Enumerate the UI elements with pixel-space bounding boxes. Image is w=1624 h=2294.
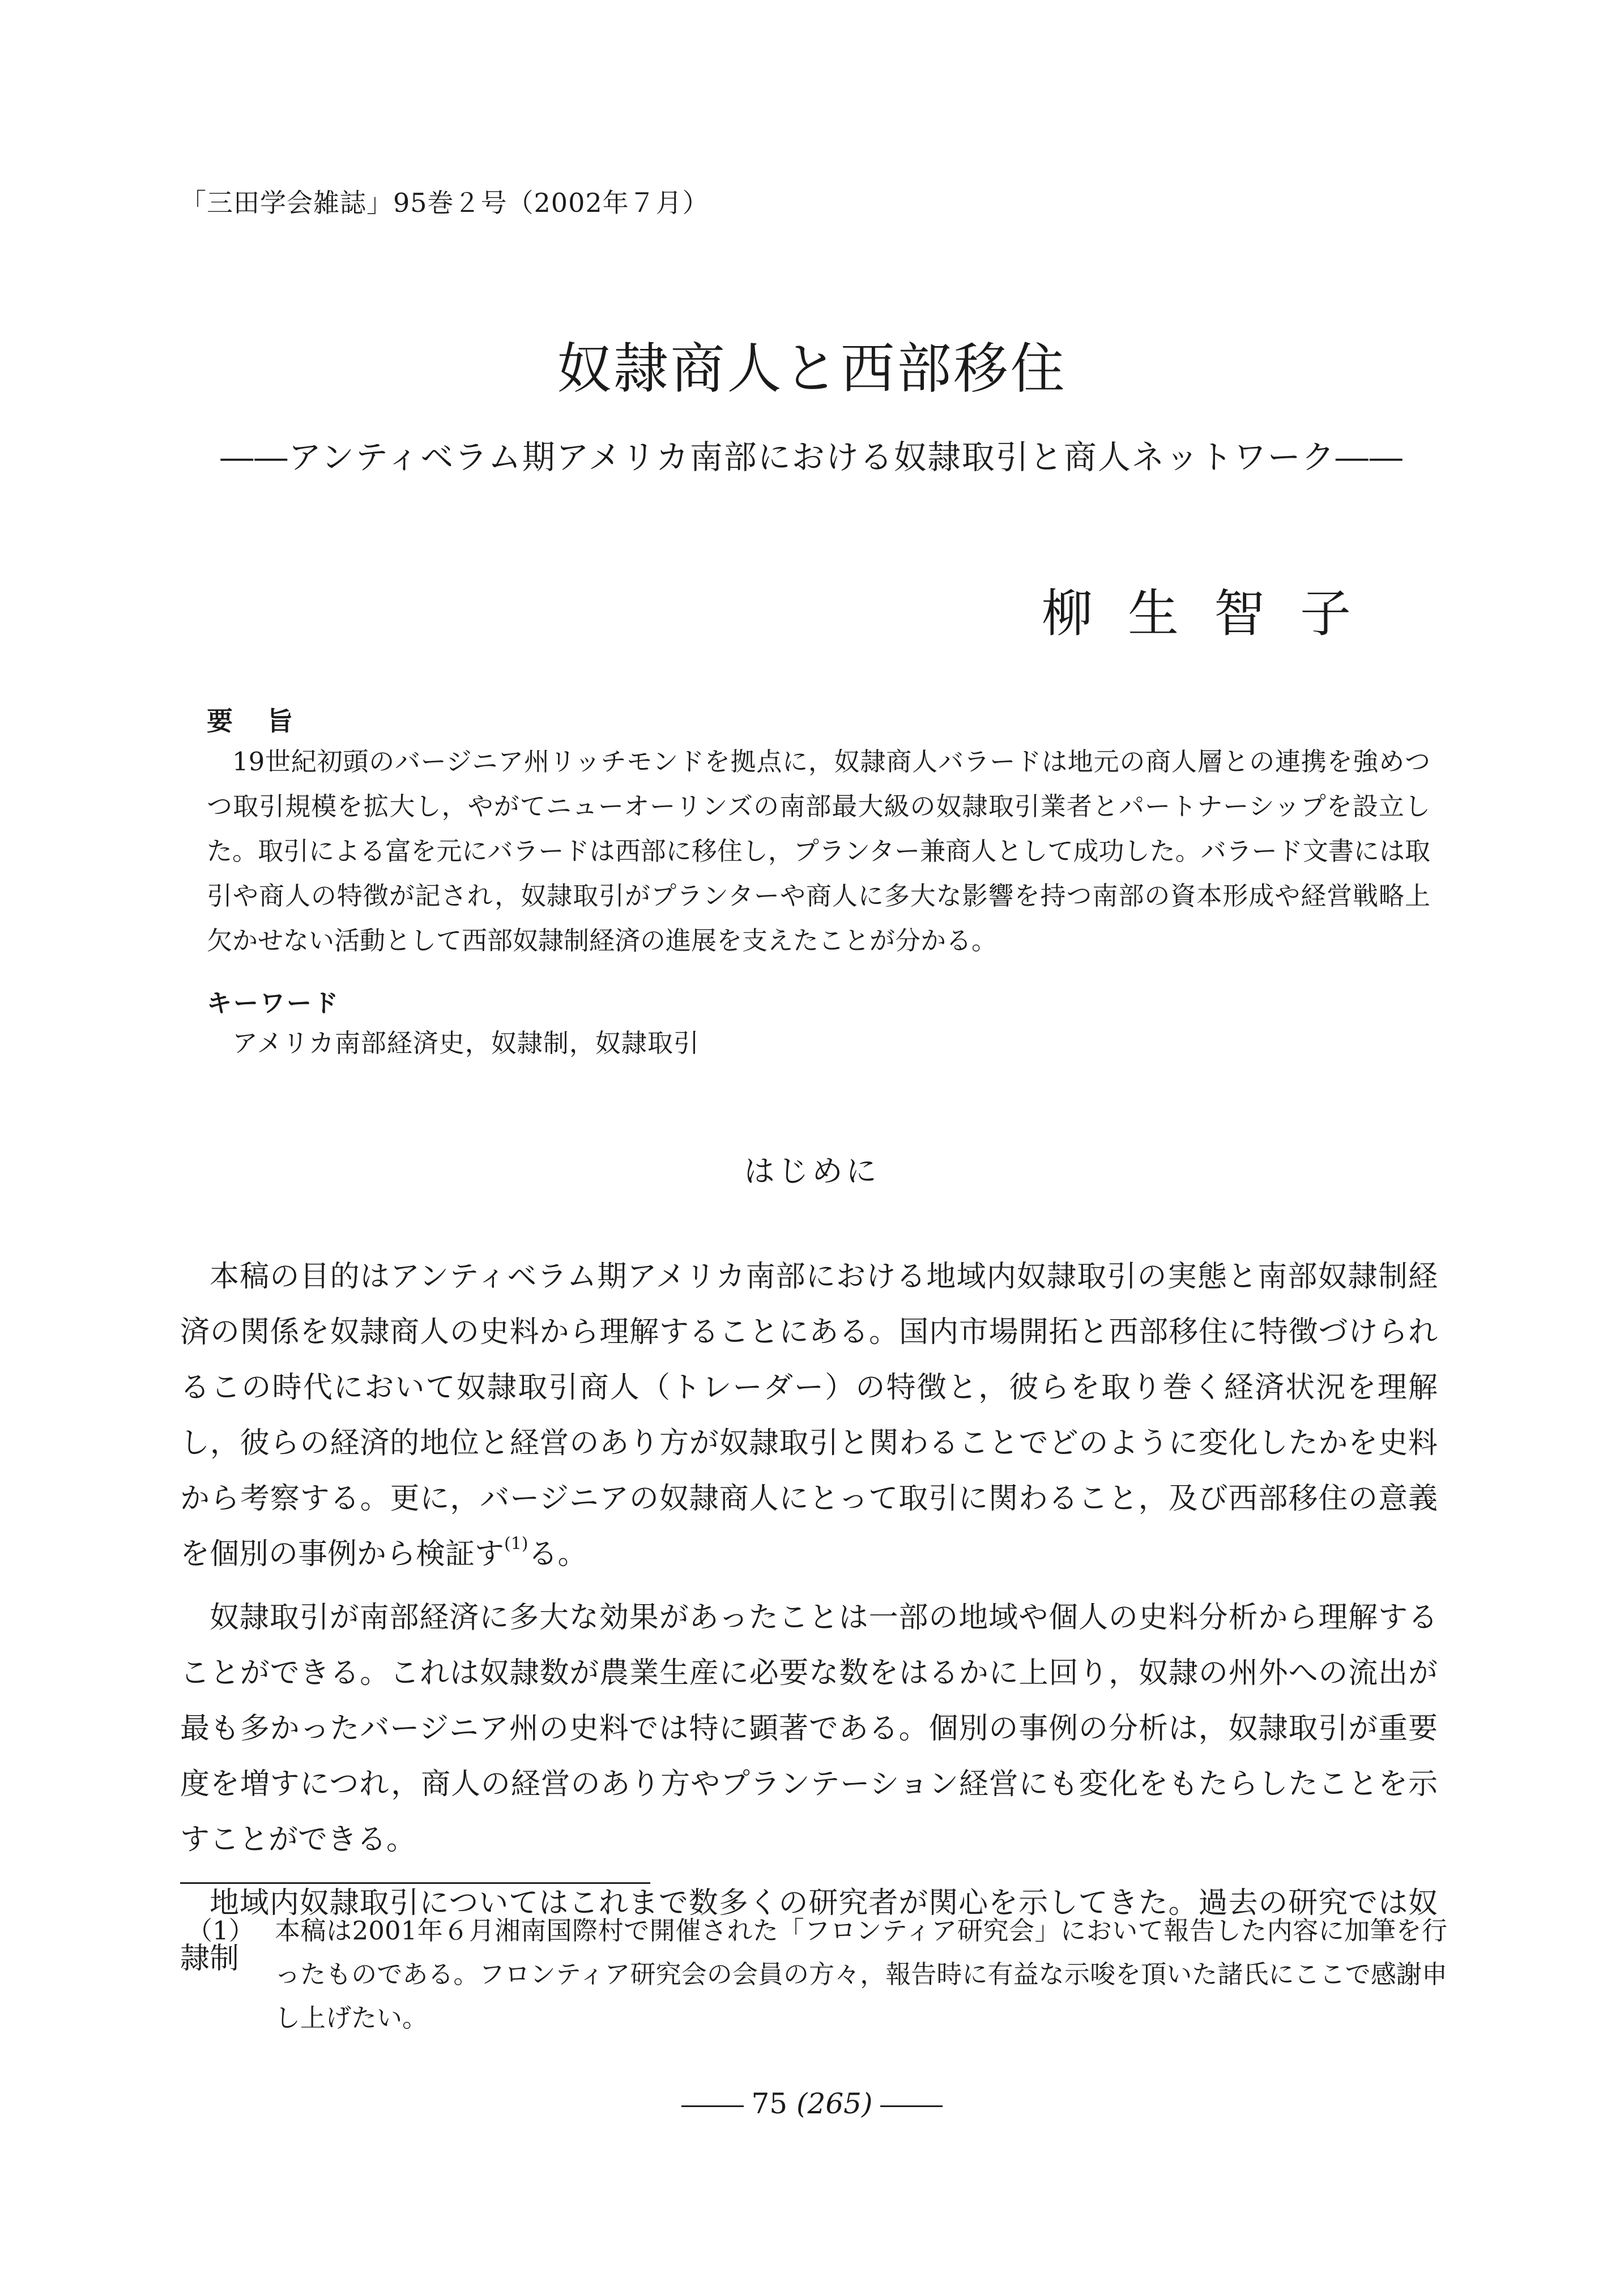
page-number-total: (265) [796,2087,873,2120]
keywords-list: アメリカ南部経済史，奴隷制，奴隷取引 [232,1028,700,1058]
footnote-text: 本稿は2001年６月湘南国際村で開催された「フロンティア研究会」において報告した内容に加筆を行ったものである。フロンティア研究会の会員の方々，報告時に有益な示唆を頂いた諸氏にここで感謝申し上げたい。 [275,1916,1447,2033]
abstract-body: 19世紀初頭のバージニア州リッチモンドを拠点に，奴隷商人バラードは地元の商人層との連携を強めつつ取引規模を拡大し，やがてニューオーリンズの南部最大級の奴隷取引業者とパートナーシップを設立した。取引による富を元にバラードは西部に移住し，プランター兼商人として成功した。バラード文書には取引や商人の特徴が記され，奴隷取引がプランターや商人に多大な影響を持つ南部の資本形成や経営戦略上欠かせない活動として西部奴隷制経済の進展を支えたことが分かる。 [207,747,1430,956]
body-paragraph-1 [180,1249,1438,1582]
page-number [0,2087,1624,2120]
body-paragraph-1-tail: る。 [528,1537,587,1571]
page-number-dash-right [880,2105,943,2107]
journal-header: 「三田学会雑誌」95巻２号（2002年７月） [180,187,709,218]
keywords-heading: キーワード [207,989,340,1018]
body-paragraph-2: 奴隷取引が南部経済に多大な効果があったことは一部の地域や個人の史料分析から理解することができる。これは奴隷数が農業生産に必要な数をはるかに上回り，奴隷の州外への流出が最も多かったバージニア州の史料では特に顕著である。個別の事例の分析は，奴隷取引が重要度を増すにつれ，商人の経営のあり方やプランテーション経営にも変化をもたらしたことを示すことができる。 [180,1601,1438,1857]
footnote-number: （1） [187,1916,254,1946]
footnote-reference[interactable]: (1) [504,1533,528,1554]
abstract-heading: 要旨 [207,706,327,736]
body-paragraph-3: 地域内奴隷取引についてはこれまで数多くの研究者が関心を示してきた。過去の研究では奴隷制 [180,1886,1438,1976]
footnote-divider [180,1882,650,1884]
author-name: 柳生智子 [1042,584,1386,643]
section-heading: はじめに [744,1153,880,1189]
body-paragraph-1-text: 本稿の目的はアンティベラム期アメリカ南部における地域内奴隷取引の実態と南部奴隷制経済の関係を奴隷商人の史料から理解することにある。国内市場開拓と西部移住に特徴づけられるこの時代において奴隷取引商人（トレーダー）の特徴と，彼らを取り巻く経済状況を理解し，彼らの経済的地位と経営のあり方が奴隷取引と関わることでどのように変化したかを史料から考察する。更に，バージニアの奴隷商人にとって取引に関わること，及び西部移住の意義を個別の事例から検証す [180,1260,1438,1571]
page-number-value: 75 [751,2087,788,2120]
page-number-dash-left [681,2105,744,2107]
article-title: 奴隷商人と西部移住 [557,337,1067,400]
article-subtitle: ――アンティベラム期アメリカ南部における奴隷取引と商人ネットワーク―― [220,438,1404,476]
